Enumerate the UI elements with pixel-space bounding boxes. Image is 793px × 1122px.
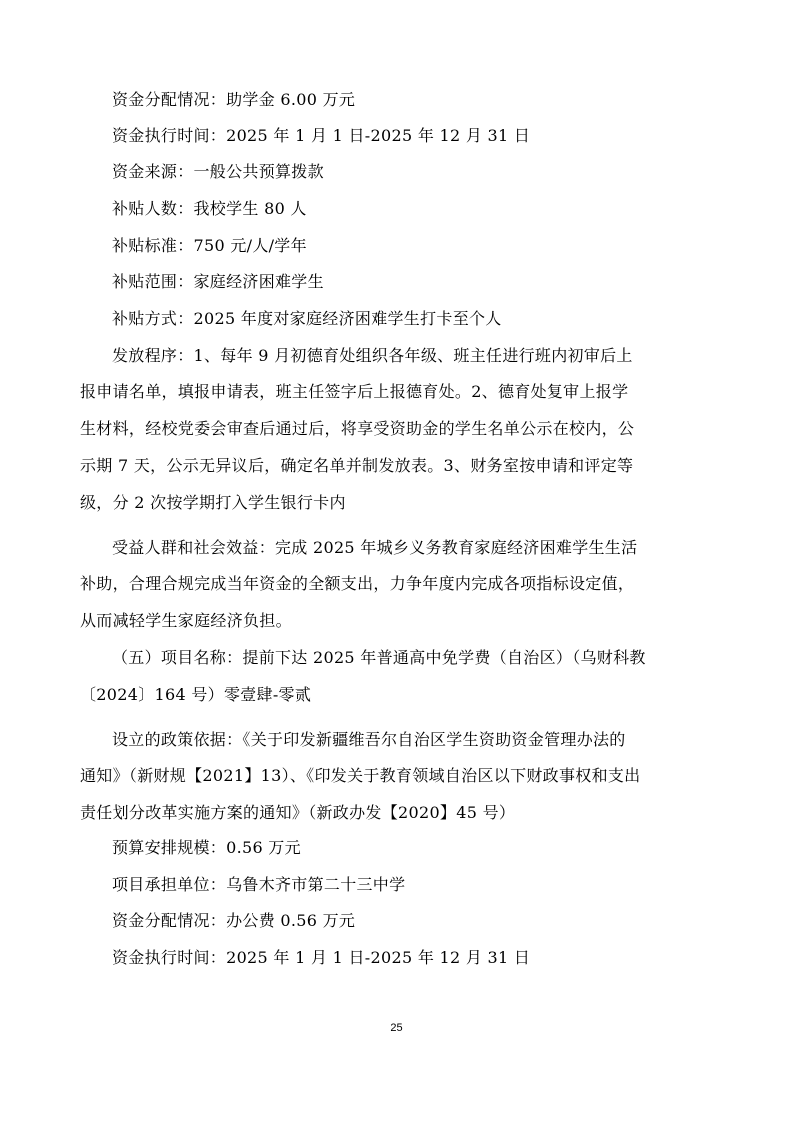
text-line: 受益人群和社会效益：完成 2025 年城乡义务教育家庭经济困难学生生活 (112, 538, 638, 557)
text-line: 资金来源：一般公共预算拨款 (112, 162, 324, 181)
text-line: 报申请名单，填报申请表，班主任签字后上报德育处。2、德育处复审上报学 (80, 382, 629, 401)
text-line: 预算安排规模：0.56 万元 (112, 838, 301, 857)
text-line: 补贴人数：我校学生 80 人 (112, 199, 307, 218)
text-line: 级，分 2 次按学期打入学生银行卡内 (80, 493, 346, 512)
text-line: 资金执行时间：2025 年 1 月 1 日-2025 年 12 月 31 日 (112, 126, 531, 145)
text-line: 〔2024〕164 号）零壹肆-零贰 (80, 685, 312, 704)
text-line: 责任划分改革实施方案的通知》（新政办发【2020】45 号） (80, 803, 516, 822)
text-line: 通知》（新财规【2021】13）、《印发关于教育领域自治区以下财政事权和支出 (80, 766, 641, 785)
text-line: 资金分配情况：助学金 6.00 万元 (112, 90, 356, 109)
text-line: 项目承担单位：乌鲁木齐市第二十三中学 (112, 875, 406, 894)
text-line: 发放程序：1、每年 9 月初德育处组织各年级、班主任进行班内初审后上 (112, 346, 633, 365)
text-line: 补贴范围：家庭经济困难学生 (112, 272, 324, 291)
text-line: 从而减轻学生家庭经济负担。 (80, 611, 292, 630)
text-line: 补贴方式：2025 年度对家庭经济困难学生打卡至个人 (112, 309, 502, 328)
text-line: 补助，合理合规完成当年资金的全额支出，力争年度内完成各项指标设定值， (80, 574, 635, 593)
text-line: 资金执行时间：2025 年 1 月 1 日-2025 年 12 月 31 日 (112, 948, 531, 967)
section-heading: （五）项目名称：提前下达 2025 年普通高中免学费（自治区）（乌财科教 (112, 648, 646, 667)
text-line: 补贴标准：750 元/人/学年 (112, 236, 307, 255)
page-number: 25 (390, 1022, 403, 1034)
text-line: 生材料，经校党委会审查后通过后，将享受资助金的学生名单公示在校内，公 (80, 419, 635, 438)
text-line: 示期 7 天，公示无异议后，确定名单并制发放表。3、财务室按申请和评定等 (80, 456, 634, 475)
text-line: 资金分配情况：办公费 0.56 万元 (112, 911, 356, 930)
text-line: 设立的政策依据：《关于印发新疆维吾尔自治区学生资助资金管理办法的 (112, 730, 626, 749)
